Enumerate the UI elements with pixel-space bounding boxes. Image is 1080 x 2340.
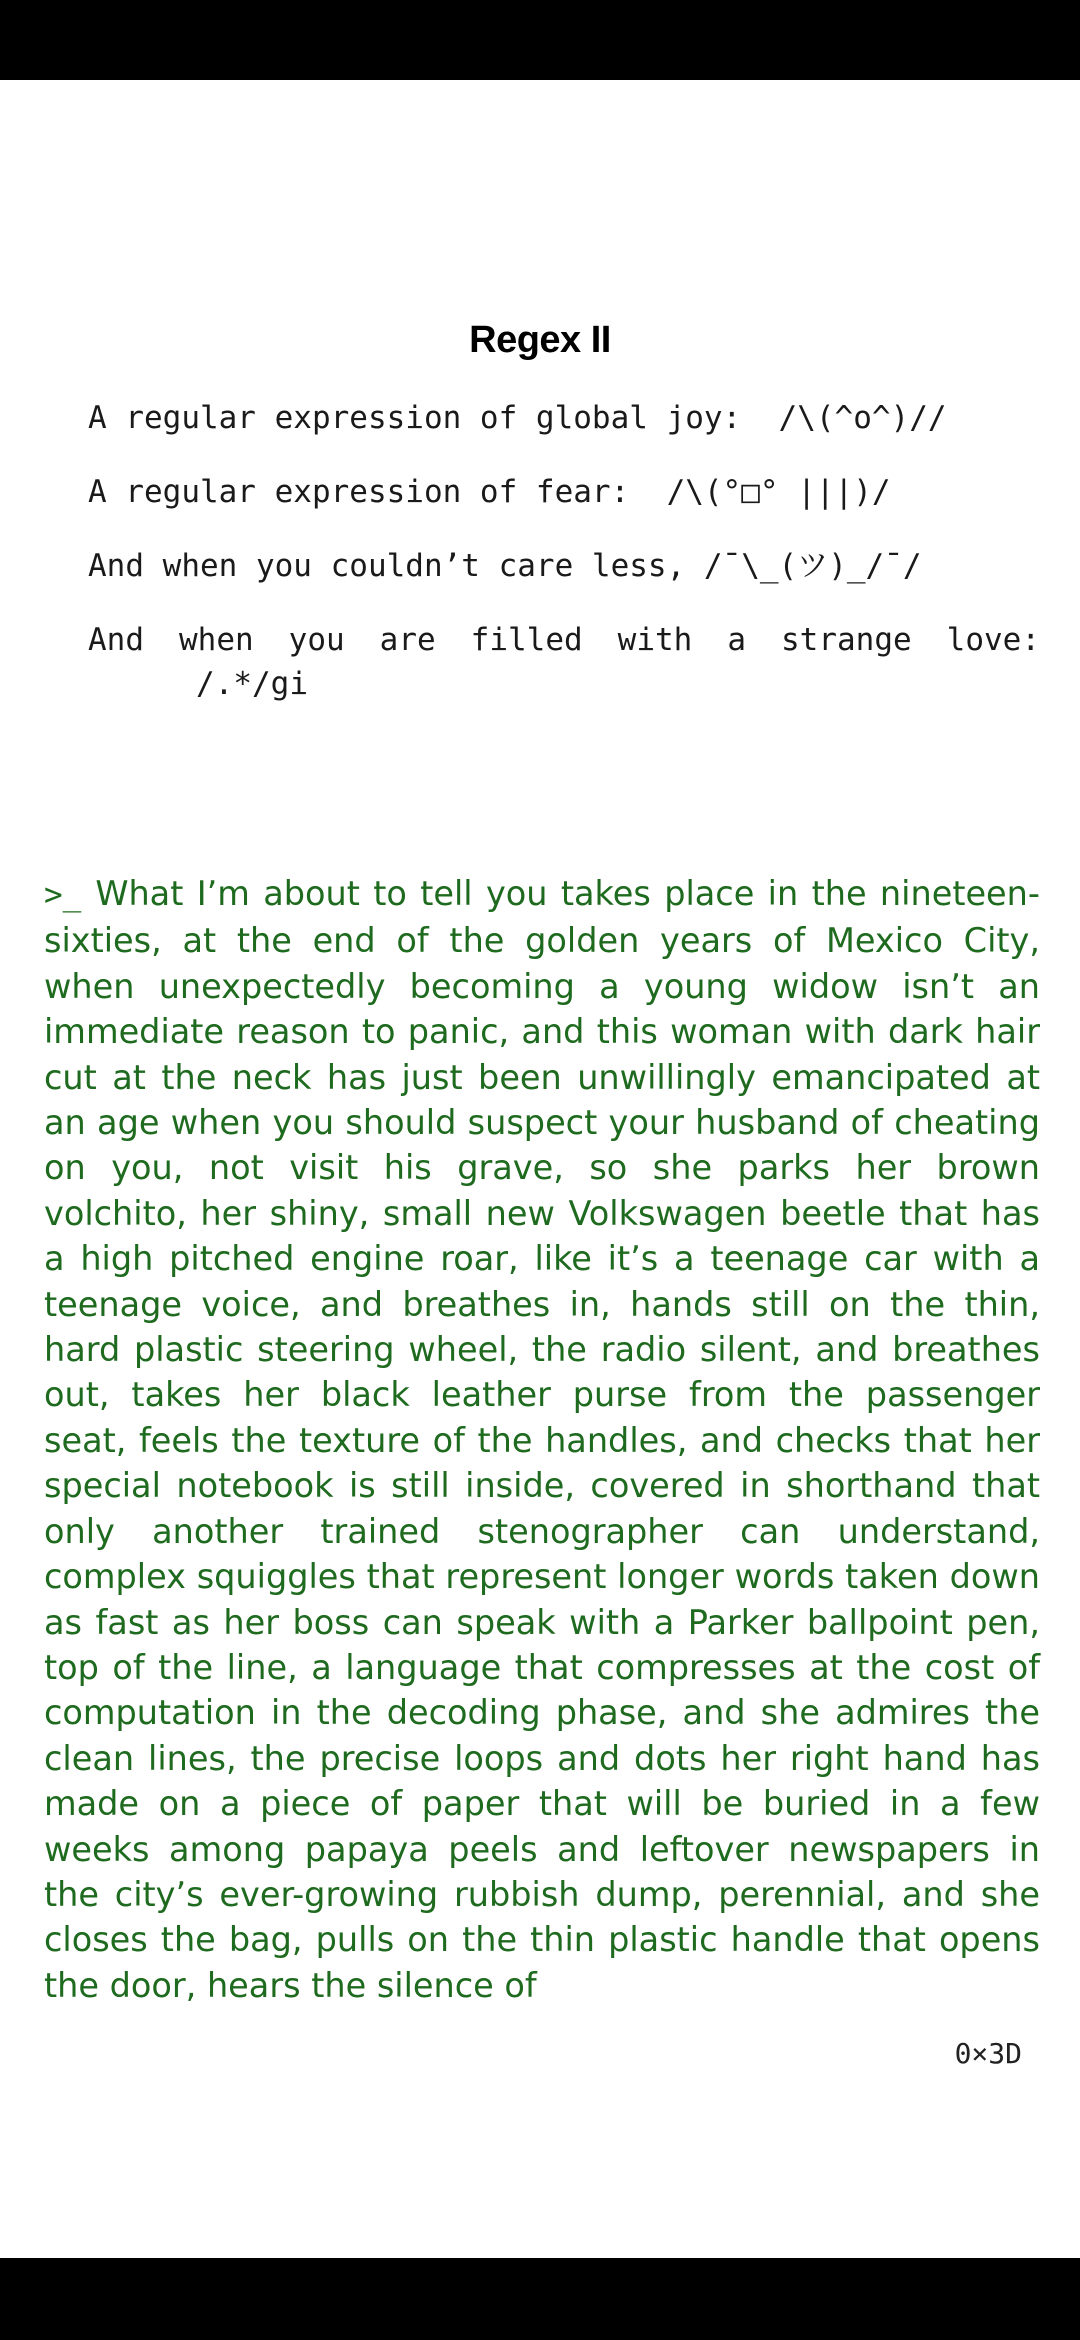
poem-line: And when you are filled with a strange love: bbox=[88, 622, 1040, 658]
poem-title: Regex II bbox=[469, 319, 611, 361]
poem-line: A regular expression of fear: /\(°□° |||)/ bbox=[88, 474, 891, 510]
poem-line: A regular expression of global joy: /\(^o^)// bbox=[88, 400, 947, 436]
story-text bbox=[44, 871, 1040, 2008]
terminal-prompt-icon: >_ bbox=[44, 877, 82, 913]
story-paragraph: What I’m about to tell you takes place in the nineteen-sixties, at the end of the golden years of Mexico City, when unexpectedly becoming a young widow isn’t an immediate reason to panic, and this woman with dark hair cut at the neck has just been unwillingly emancipated at an age when you should suspect your husband of cheating on you, not visit his grave, so she parks her brown volchito, her shiny, small new Volkswagen beetle that has a high pitched engine roar, like it’s a teenage car with a teenage voice, and breathes in, hands still on the thin, hard plastic steering wheel, the radio silent, and breathes out, takes her black leather purse from the passenger seat, feels the texture of the handles, and checks that her special notebook is still inside, covered in shorthand that only another trained stenographer can understand, complex squiggles that represent longer words taken down as fast as her boss can speak with a Parker ballpoint pen, top of the line, a language that compresses at the cost of computation in the decoding phase, and she admires the clean lines, the precise loops and dots her right hand has made on a piece of paper that will be buried in a few weeks among papaya peels and leftover newspapers in the city’s ever-growing rubbish dump, perennial, and she closes the bag, pulls on the thin plastic handle that opens the door, hears the silence of bbox=[44, 874, 1040, 2005]
navigation-bar bbox=[0, 2258, 1080, 2340]
poem-line-continuation: /.*/gi bbox=[196, 666, 308, 702]
poem-line: And when you couldn’t care less, /¯\_(ツ)_/¯/ bbox=[88, 548, 922, 584]
status-bar bbox=[0, 0, 1080, 80]
page-number: 0×3D bbox=[954, 2037, 1022, 2070]
